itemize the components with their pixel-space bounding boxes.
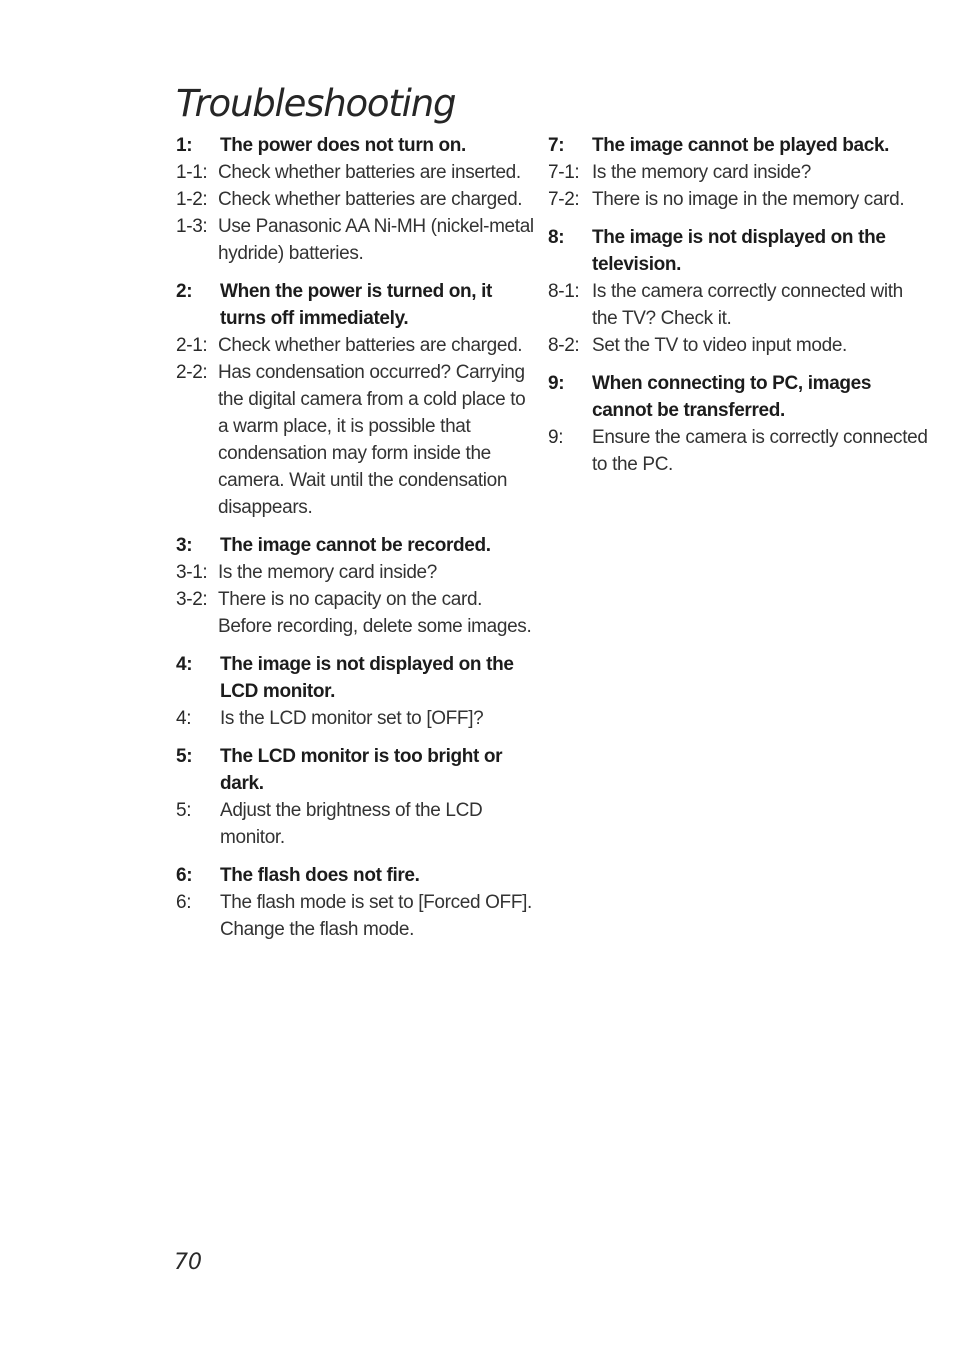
- troubleshooting-section: [176, 651, 536, 732]
- check-item: [176, 586, 536, 640]
- heading-text: The image cannot be played back.: [592, 135, 890, 156]
- item-number: 2-1:: [176, 335, 208, 356]
- heading-text: When connecting to PC, images cannot be transferred.: [592, 373, 872, 421]
- heading-number: 3:: [176, 535, 193, 556]
- item-text: There is no image in the memory card.: [592, 189, 905, 210]
- check-item: [176, 705, 536, 732]
- heading-number: 2:: [176, 281, 193, 302]
- item-number: 5:: [176, 800, 192, 821]
- section-heading: [548, 132, 928, 159]
- check-item: [176, 332, 536, 359]
- heading-number: 4:: [176, 654, 193, 675]
- section-heading: [176, 278, 536, 332]
- item-text: Adjust the brightness of the LCD monitor.: [220, 800, 483, 848]
- item-text: Use Panasonic AA Ni-MH (nickel-metal hydride) batteries.: [218, 216, 534, 264]
- troubleshooting-section: [176, 532, 536, 640]
- item-number: 1-2:: [176, 189, 208, 210]
- section-heading: [176, 651, 536, 705]
- troubleshooting-section: [176, 132, 536, 267]
- heading-text: The image is not displayed on the television.: [592, 227, 886, 275]
- item-text: The flash mode is set to [Forced OFF]. Change the flash mode.: [220, 892, 532, 940]
- item-number: 3-1:: [176, 562, 208, 583]
- troubleshooting-section: [176, 862, 536, 943]
- item-text: Check whether batteries are charged.: [218, 335, 523, 356]
- section-heading: [176, 132, 536, 159]
- item-number: 2-2:: [176, 362, 208, 383]
- check-item: [176, 889, 536, 943]
- heading-number: 8:: [548, 227, 565, 248]
- item-text: Has condensation occurred? Carrying the digital camera from a cold place to a warm place, it is possible that condensation may form inside the camera. Wait until the condensation disappears.: [218, 362, 526, 518]
- heading-number: 6:: [176, 865, 193, 886]
- item-text: Is the LCD monitor set to [OFF]?: [220, 708, 484, 729]
- item-text: Check whether batteries are charged.: [218, 189, 523, 210]
- check-item: [176, 159, 536, 186]
- check-item: [548, 278, 928, 332]
- heading-number: 9:: [548, 373, 565, 394]
- troubleshooting-section: [548, 224, 928, 359]
- check-item: [548, 424, 928, 478]
- item-number: 6:: [176, 892, 192, 913]
- check-item: [176, 359, 536, 521]
- item-number: 1-3:: [176, 216, 208, 237]
- section-heading: [548, 224, 928, 278]
- item-number: 7-2:: [548, 189, 580, 210]
- heading-text: When the power is turned on, it turns off immediately.: [220, 281, 493, 329]
- item-text: Is the memory card inside?: [592, 162, 811, 183]
- check-item: [176, 213, 536, 267]
- right-column: [548, 132, 928, 489]
- heading-text: The image is not displayed on the LCD monitor.: [220, 654, 514, 702]
- item-number: 9:: [548, 427, 564, 448]
- heading-text: The flash does not fire.: [220, 865, 420, 886]
- check-item: [548, 332, 928, 359]
- item-number: 1-1:: [176, 162, 208, 183]
- item-number: 8-2:: [548, 335, 580, 356]
- item-text: Is the camera correctly connected with the TV? Check it.: [592, 281, 903, 329]
- item-number: 7-1:: [548, 162, 580, 183]
- page-number: 70: [174, 1250, 202, 1275]
- page-title: Troubleshooting: [176, 82, 456, 125]
- heading-text: The LCD monitor is too bright or dark.: [220, 746, 503, 794]
- item-text: There is no capacity on the card. Before recording, delete some images.: [218, 589, 532, 637]
- troubleshooting-section: [548, 132, 928, 213]
- section-heading: [548, 370, 928, 424]
- section-heading: [176, 862, 536, 889]
- check-item: [176, 797, 536, 851]
- item-text: Ensure the camera is correctly connected to the PC.: [592, 427, 928, 475]
- check-item: [176, 559, 536, 586]
- item-number: 8-1:: [548, 281, 580, 302]
- heading-number: 1:: [176, 135, 193, 156]
- check-item: [548, 159, 928, 186]
- item-text: Set the TV to video input mode.: [592, 335, 847, 356]
- troubleshooting-section: [176, 743, 536, 851]
- heading-number: 5:: [176, 746, 193, 767]
- check-item: [176, 186, 536, 213]
- section-heading: [176, 743, 536, 797]
- item-text: Check whether batteries are inserted.: [218, 162, 521, 183]
- item-number: 3-2:: [176, 589, 208, 610]
- heading-text: The power does not turn on.: [220, 135, 466, 156]
- left-column: [176, 132, 536, 954]
- troubleshooting-section: [176, 278, 536, 521]
- item-text: Is the memory card inside?: [218, 562, 437, 583]
- heading-text: The image cannot be recorded.: [220, 535, 491, 556]
- check-item: [548, 186, 928, 213]
- section-heading: [176, 532, 536, 559]
- item-number: 4:: [176, 708, 192, 729]
- troubleshooting-section: [548, 370, 928, 478]
- heading-number: 7:: [548, 135, 565, 156]
